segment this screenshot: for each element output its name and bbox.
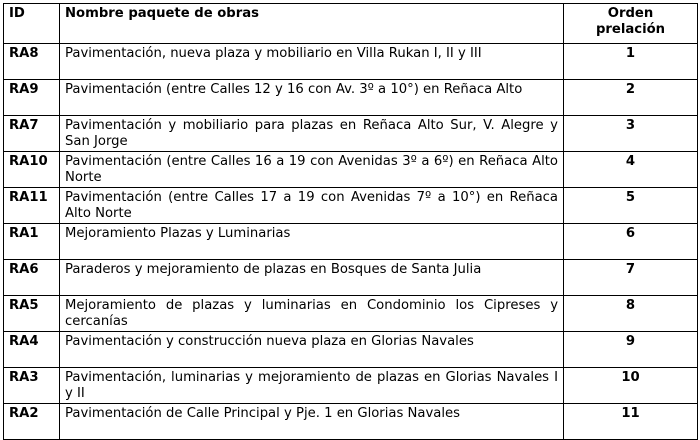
row-order: 4 bbox=[564, 152, 698, 188]
row-order: 7 bbox=[564, 260, 698, 296]
header-order bbox=[564, 4, 698, 44]
table-row bbox=[4, 404, 698, 440]
row-id: RA6 bbox=[4, 260, 60, 296]
row-name: Paraderos y mejoramiento de plazas en Bosques de Santa Julia bbox=[60, 260, 564, 296]
header-order-line2: prelación bbox=[595, 22, 666, 37]
row-order: 3 bbox=[564, 116, 698, 152]
row-id: RA4 bbox=[4, 332, 60, 368]
row-id: RA5 bbox=[4, 296, 60, 332]
table-row bbox=[4, 260, 698, 296]
row-id: RA2 bbox=[4, 404, 60, 440]
row-order: 1 bbox=[564, 44, 698, 80]
table-row bbox=[4, 116, 698, 152]
table-row bbox=[4, 368, 698, 404]
header-order-line1: Orden bbox=[607, 6, 654, 21]
row-name: Mejoramiento Plazas y Luminarias bbox=[60, 224, 564, 260]
row-name: Pavimentación (entre Calles 12 y 16 con Av. 3º a 10°) en Reñaca Alto bbox=[60, 80, 564, 116]
table-header-row bbox=[4, 4, 698, 44]
row-name: Pavimentación (entre Calles 17 a 19 con Avenidas 7º a 10°) en Reñaca Alto Norte bbox=[60, 188, 564, 224]
row-id: RA1 bbox=[4, 224, 60, 260]
row-id: RA7 bbox=[4, 116, 60, 152]
row-id: RA11 bbox=[4, 188, 60, 224]
row-order: 2 bbox=[564, 80, 698, 116]
row-order: 6 bbox=[564, 224, 698, 260]
table-row bbox=[4, 332, 698, 368]
row-id: RA8 bbox=[4, 44, 60, 80]
row-order: 11 bbox=[564, 404, 698, 440]
works-table-container bbox=[3, 3, 697, 440]
table-row bbox=[4, 80, 698, 116]
row-name: Pavimentación y mobiliario para plazas en Reñaca Alto Sur, V. Alegre y San Jorge bbox=[60, 116, 564, 152]
row-name: Pavimentación y construcción nueva plaza en Glorias Navales bbox=[60, 332, 564, 368]
row-name: Pavimentación, nueva plaza y mobiliario en Villa Rukan I, II y III bbox=[60, 44, 564, 80]
table-body bbox=[4, 44, 698, 440]
table-row bbox=[4, 224, 698, 260]
row-order: 10 bbox=[564, 368, 698, 404]
table-row bbox=[4, 296, 698, 332]
row-id: RA9 bbox=[4, 80, 60, 116]
header-id: ID bbox=[4, 4, 60, 44]
row-order: 5 bbox=[564, 188, 698, 224]
works-table bbox=[3, 3, 698, 440]
row-name: Pavimentación (entre Calles 16 a 19 con Avenidas 3º a 6º) en Reñaca Alto Norte bbox=[60, 152, 564, 188]
row-name: Pavimentación de Calle Principal y Pje. 1 en Glorias Navales bbox=[60, 404, 564, 440]
table-row bbox=[4, 152, 698, 188]
row-id: RA10 bbox=[4, 152, 60, 188]
row-order: 9 bbox=[564, 332, 698, 368]
header-name: Nombre paquete de obras bbox=[60, 4, 564, 44]
row-order: 8 bbox=[564, 296, 698, 332]
row-name: Pavimentación, luminarias y mejoramiento de plazas en Glorias Navales I y II bbox=[60, 368, 564, 404]
row-name: Mejoramiento de plazas y luminarias en Condominio los Cipreses y cercanías bbox=[60, 296, 564, 332]
table-row bbox=[4, 188, 698, 224]
row-id: RA3 bbox=[4, 368, 60, 404]
table-row bbox=[4, 44, 698, 80]
